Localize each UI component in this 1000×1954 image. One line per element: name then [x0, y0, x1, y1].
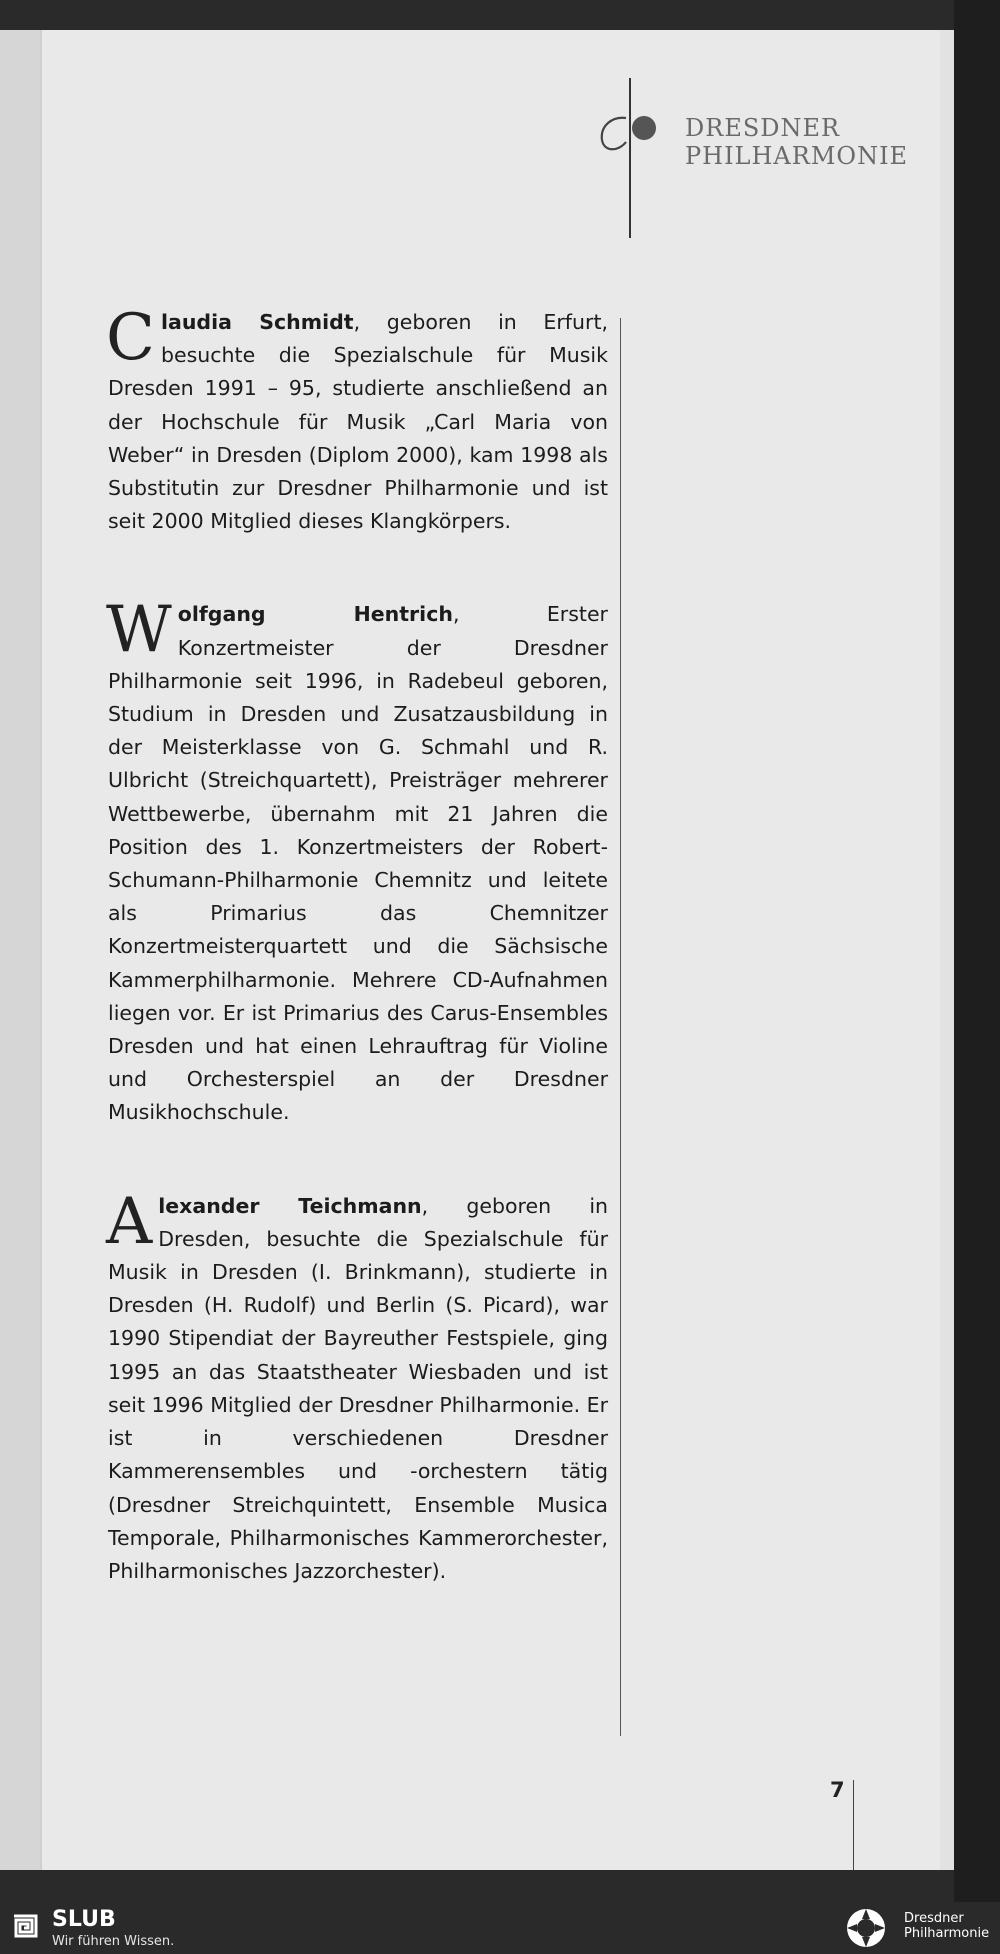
column-divider: [620, 318, 621, 1736]
biographies: [106, 301, 609, 1588]
drop-cap: A: [106, 1184, 153, 1259]
drop-cap: C: [106, 301, 155, 375]
slub-logo-icon: [10, 1912, 40, 1942]
scan-background-edge: [954, 0, 1000, 1954]
bio-name: laudia Schmidt: [160, 310, 354, 334]
bio-text: , geboren in Erfurt, besuchte die Spezialschule für Musik Dresden 1991 – 95, studierte anschließend an der Hochschule für Musik „Carl Maria von Weber“ in Dresden (Diplom 2000), kam 1998 als Substitutin zur Dresdner Philharmonie und ist seit 2000 Mitglied dieses Klangkörpers.: [108, 310, 608, 534]
page-number: 7: [830, 1778, 845, 1802]
slub-tagline: Wir führen Wissen.: [52, 1934, 175, 1949]
bio-text: , geboren in Dresden, besuchte die Spezialschule für Musik in Dresden (I. Brinkmann), studierte in Dresden (H. Rudolf) und Berlin (S. Picard), war 1990 Stipendiat der Bayreuther Festspiele, ging 1995 an das Staatstheater Wiesbaden und ist seit 1996 Mitglied der Dresdner Philharmonie. Er ist in verschiedenen Dresdner Kammerensembles und -orchestern tätig (Dresdner Streichquintett, Ensemble Musica Temporale, Philharmonisches Kammerorchester, Philharmonisches Jazzorchester).: [108, 1193, 609, 1583]
dp-monogram-icon: [590, 78, 670, 248]
page-fore-edge: [940, 30, 954, 1870]
bio-text: , Erster Konzertmeister der Dresdner Philharmonie seit 1996, in Radebeul geboren, Studium in Dresden und Zusatzausbildung in der Meisterklasse von G. Schmahl und R. Ulbricht (Streichquartett), Preisträger mehrerer Wettbewerbe, übernahm mit 21 Jahren die Position des 1. Konzertmeisters der Robert-Schumann-Philharmonie Chemnitz und leitete als Primarius das Chemnitzer Konzertmeisterquartett und die Sächsische Kammerphilharmonie. Mehrere CD-Aufnahmen liegen vor. Er ist Primarius des Carus-Ensembles Dresden und hat einen Lehrauftrag für Violine und Orchesterspiel an der Dresdner Musikhochschule.: [108, 602, 608, 1125]
bio-name: lexander Teichmann: [158, 1193, 422, 1218]
viewer-footer-bar: [0, 1902, 1000, 1954]
bio-wolfgang-hentrich: [106, 593, 608, 1129]
logo-wordmark: DRESDNER PHILHARMONIE: [685, 114, 909, 170]
drop-cap: W: [106, 593, 172, 668]
footer-philharmonie-wordmark: Dresdner Philharmonie: [904, 1911, 990, 1941]
bio-claudia-schmidt: [106, 301, 608, 538]
slub-name: SLUB: [52, 1907, 116, 1932]
dresdner-philharmonie-footer-icon: [842, 1906, 890, 1950]
bio-name: olfgang Hentrich: [177, 602, 453, 627]
bio-alexander-teichmann: [106, 1184, 609, 1588]
dresdner-philharmonie-header-logo: [590, 78, 909, 248]
page-number-rule: [853, 1780, 854, 1870]
